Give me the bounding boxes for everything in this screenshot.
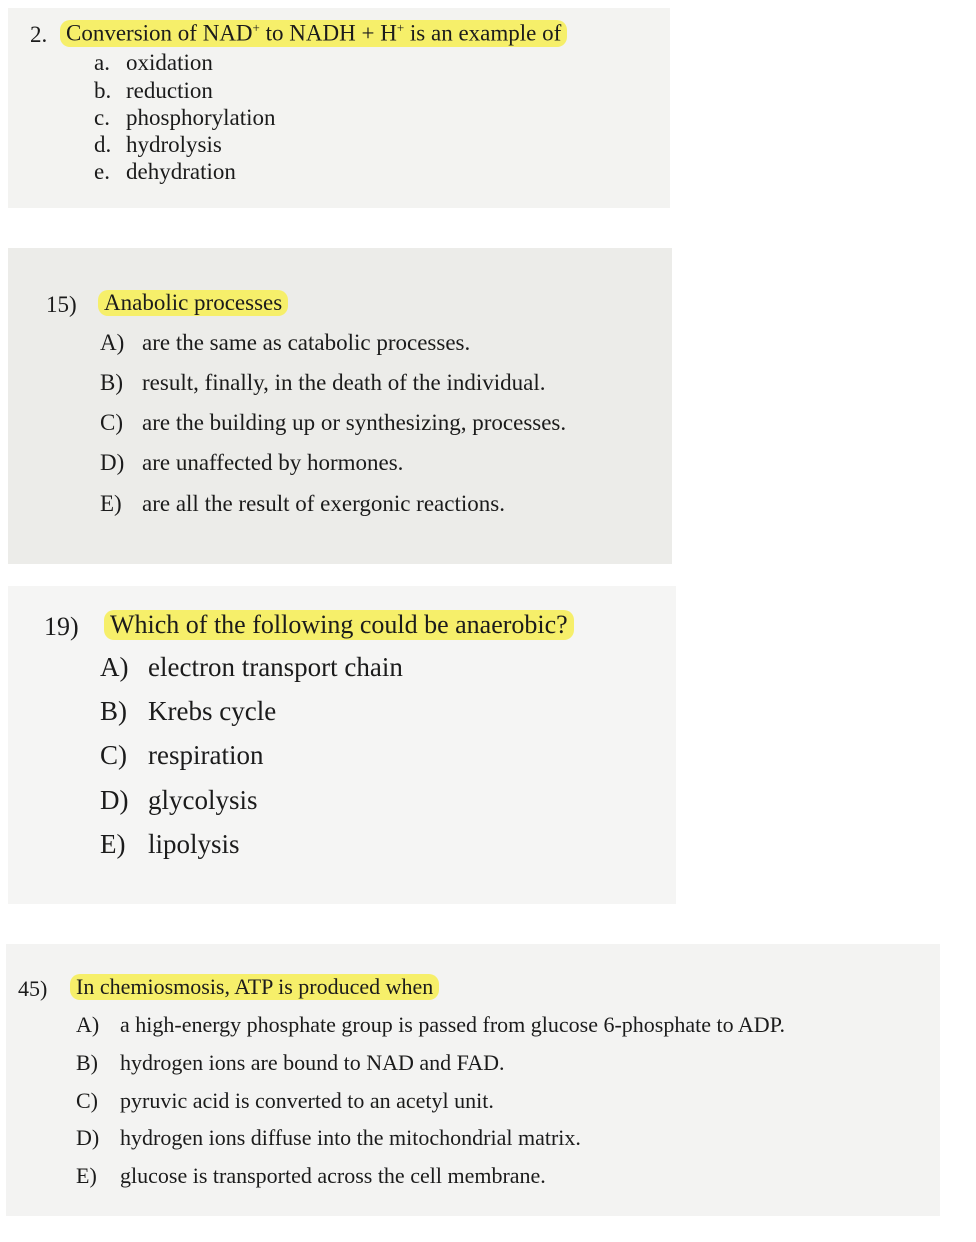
option-letter: A) bbox=[100, 330, 125, 355]
option-text: glucose is transported across the cell membrane. bbox=[120, 1163, 546, 1188]
option-letter: B) bbox=[100, 370, 123, 395]
option-letter: e. bbox=[94, 159, 110, 184]
option-letter: D) bbox=[76, 1125, 100, 1150]
option-letter: C) bbox=[100, 740, 127, 770]
question-number: 2. bbox=[30, 22, 48, 47]
superscript-plus: + bbox=[396, 20, 405, 35]
question-stem: Anabolic processes bbox=[98, 290, 288, 316]
option-d bbox=[100, 450, 403, 476]
option-letter: B) bbox=[100, 696, 127, 726]
stem-part: to NADH + H bbox=[259, 20, 397, 46]
option-text: are unaffected by hormones. bbox=[142, 450, 404, 475]
option-text: respiration bbox=[148, 740, 264, 770]
question-number: 19) bbox=[44, 612, 79, 641]
option-c bbox=[76, 1088, 494, 1114]
option-letter: C) bbox=[100, 410, 123, 435]
option-letter: c. bbox=[94, 105, 110, 130]
option-d bbox=[100, 785, 258, 816]
option-text: pyruvic acid is converted to an acetyl unit. bbox=[120, 1088, 494, 1113]
option-a bbox=[100, 652, 403, 683]
option-b bbox=[76, 1050, 505, 1076]
option-text: are the same as catabolic processes. bbox=[142, 330, 471, 355]
option-c bbox=[94, 105, 276, 131]
stem-part: is an example of bbox=[404, 20, 562, 46]
option-letter: E) bbox=[100, 829, 126, 859]
option-letter: A) bbox=[100, 652, 129, 682]
option-b bbox=[100, 370, 545, 396]
option-letter: a. bbox=[94, 50, 110, 75]
option-d bbox=[76, 1125, 581, 1151]
option-e bbox=[100, 829, 240, 860]
option-b bbox=[100, 696, 276, 727]
option-letter: C) bbox=[76, 1088, 98, 1113]
option-text: dehydration bbox=[126, 159, 236, 184]
option-text: Krebs cycle bbox=[148, 696, 277, 726]
option-c bbox=[100, 740, 263, 771]
option-letter: E) bbox=[76, 1163, 97, 1188]
option-text: hydrogen ions are bound to NAD and FAD. bbox=[120, 1050, 505, 1075]
question-19-block bbox=[8, 586, 676, 904]
question-number: 45) bbox=[18, 976, 48, 1001]
option-text: result, finally, in the death of the individual. bbox=[142, 370, 546, 395]
option-text: reduction bbox=[126, 78, 213, 103]
question-45-block bbox=[6, 944, 940, 1216]
option-b bbox=[94, 78, 213, 104]
option-letter: d. bbox=[94, 132, 112, 157]
option-a bbox=[100, 330, 470, 356]
question-stem: Which of the following could be anaerobic? bbox=[104, 610, 574, 640]
question-number: 15) bbox=[46, 292, 77, 317]
option-text: glycolysis bbox=[148, 785, 258, 815]
option-letter: B) bbox=[76, 1050, 98, 1075]
option-text: lipolysis bbox=[148, 829, 240, 859]
option-text: phosphorylation bbox=[126, 105, 276, 130]
option-text: are all the result of exergonic reactions. bbox=[142, 491, 505, 516]
question-15-block bbox=[8, 248, 672, 564]
stem-part: Conversion of NAD bbox=[66, 20, 253, 46]
option-c bbox=[100, 410, 566, 436]
option-text: electron transport chain bbox=[148, 652, 403, 682]
option-text: hydrogen ions diffuse into the mitochondrial matrix. bbox=[120, 1125, 581, 1150]
option-text: are the building up or synthesizing, processes. bbox=[142, 410, 567, 435]
option-text: hydrolysis bbox=[126, 132, 222, 157]
option-e bbox=[94, 159, 236, 185]
option-e bbox=[76, 1163, 546, 1189]
option-a bbox=[76, 1012, 785, 1038]
option-letter: A) bbox=[76, 1012, 100, 1037]
option-text: oxidation bbox=[126, 50, 213, 75]
question-stem: In chemiosmosis, ATP is produced when bbox=[70, 974, 439, 1000]
option-text: a high-energy phosphate group is passed from glucose 6-phosphate to ADP. bbox=[120, 1012, 785, 1037]
option-letter: D) bbox=[100, 785, 129, 815]
option-letter: E) bbox=[100, 491, 122, 516]
option-d bbox=[94, 132, 222, 158]
option-letter: D) bbox=[100, 450, 125, 475]
question-2-block bbox=[8, 8, 670, 208]
option-letter: b. bbox=[94, 78, 112, 103]
question-stem bbox=[60, 20, 567, 47]
option-e bbox=[100, 491, 505, 517]
superscript-plus: + bbox=[252, 20, 260, 35]
option-a bbox=[94, 50, 213, 76]
